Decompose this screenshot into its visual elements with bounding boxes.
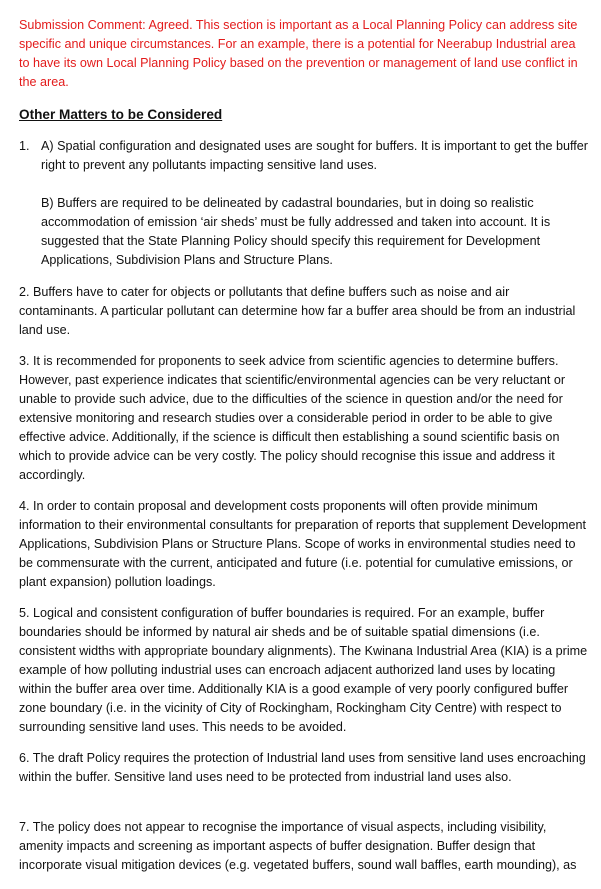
item-1-part-b: B) Buffers are required to be delineated by cadastral boundaries, but in doing so realistic accommodation of emission ‘air sheds’ must be fully addressed and taken into account. It is suggested that the State Planning Policy should specify this requirement for Development Applications, Subdivision Plans and Structure Plans. <box>41 196 551 267</box>
section-heading: Other Matters to be Considered <box>19 107 223 122</box>
item-1-number: 1. <box>19 139 30 153</box>
item-4: 4. In order to contain proposal and development costs proponents will often provide minimum information to their environmental consultants for preparation of reports that supplement Development Applications, Subdivision Plans or Structure Plans. Scope of works in environmental studies need to be commensurate with the current, anticipated and future (i.e. potential for cumulative emissions, or plant expansion) pollution loadings. <box>19 499 587 589</box>
item-5: 5. Logical and consistent configuration of buffer boundaries is required. For an example, buffer boundaries should be informed by natural air sheds and be of suitable spatial dimensions (i.e. consistent widths with appropriate boundary alignments). The Kwinana Industrial Area (KIA) is a prime example of how polluting industrial uses can encroach adjacent authorized land uses by locating within the buffer area over time. Additionally KIA is a good example of very poorly configured buffer zone boundary (i.e. in the vicinity of City of Rockingham, Rockingham City Centre) with respect to surrounding sensitive land uses. This needs to be avoided. <box>19 606 588 734</box>
item-2: 2. Buffers have to cater for objects or pollutants that define buffers such as noise and air contaminants. A particular pollutant can determine how far a buffer area should be from an industrial land use. <box>19 285 576 337</box>
submission-comment: Submission Comment: Agreed. This section is important as a Local Planning Policy can address site specific and unique circumstances. For an example, there is a potential for Neerabup Industrial area to have its own Local Planning Policy based on the prevention or management of land use conflict in the area. <box>19 18 578 89</box>
item-7: 7. The policy does not appear to recognise the importance of visual aspects, including visibility, amenity impacts and screening as important aspects of buffer designation. Buffer design that incorporate visual mitigation devices (e.g. vegetated buffers, sound wall baffles, earth mounding), as <box>19 820 577 872</box>
item-6: 6. The draft Policy requires the protection of Industrial land uses from sensitive land uses encroaching within the buffer. Sensitive land uses need to be protected from industrial land uses also. <box>19 751 586 784</box>
item-1-part-a: A) Spatial configuration and designated uses are sought for buffers. It is important to get the buffer right to prevent any pollutants impacting sensitive land uses. <box>41 139 588 172</box>
item-3: 3. It is recommended for proponents to seek advice from scientific agencies to determine buffers. However, past experience indicates that scientific/environmental agencies can be very reluctant or unable to provide such advice, due to the difficulties of the science in question and/or the need for extensive monitoring and research studies over a considerable period in order to be able to give effective advice. Additionally, if the science is difficult then establishing a sound scientific basis on which to provide advice can be very costly. The policy should recognise this issue and address it accordingly. <box>19 354 566 482</box>
